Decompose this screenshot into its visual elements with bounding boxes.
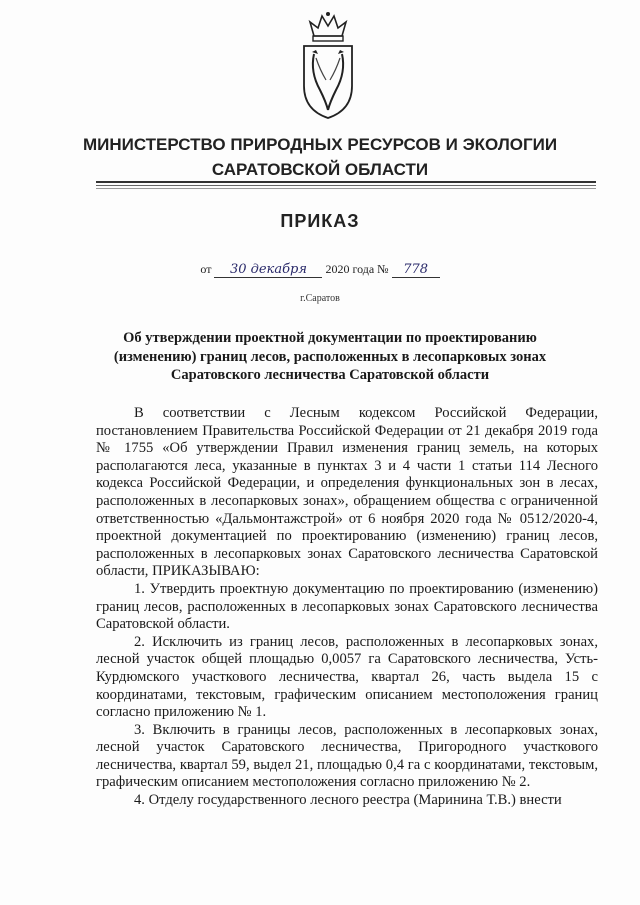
coat-of-arms-icon bbox=[296, 10, 360, 122]
subject-line-1: Об утверждении проектной документации по проектированию bbox=[123, 330, 537, 346]
preamble-paragraph: В соответствии с Лесным кодексом Российской Федерации, постановлением Правительства Российской Федерации от 21 декабря 2019 года № 1755 «Об утверждении Правил изменения границ земель, на которых располагаются леса, указанные в пунктах 3 и 4 части 1 статьи 114 Лесного кодекса Российской Федерации, и определения функциональных зон в лесах, расположенных в лесопарковых зонах», обращением общества с ограниченной ответственностью «Дальмонтажстрой» от 6 ноября 2020 года № 0512/2020-4, проектной документацией по проектированию (изменению) границ лесов, расположенных в лесопарковых зонах Саратовского лесничества Саратовской области, ПРИКАЗЫВАЮ: bbox=[96, 405, 598, 580]
ministry-line-1: МИНИСТЕРСТВО ПРИРОДНЫХ РЕСУРСОВ И ЭКОЛОГИИ bbox=[82, 135, 558, 154]
clause-4: 4. Отделу государственного лесного реестра (Маринина Т.В.) внести bbox=[134, 792, 562, 809]
date-prefix: от bbox=[200, 262, 212, 276]
clause-2: 2. Исключить из границ лесов, расположенных в лесопарковых зонах, лесной участок общей площадью 0,0057 га Саратовского лесничества, Усть-Курдюмского участкового лесничества, квартал 26, часть выдела 15 с координатами, текстовым, графическим описанием местоположения границ согласно приложению № 1. bbox=[96, 633, 598, 721]
header-divider bbox=[96, 188, 596, 189]
header-divider bbox=[96, 181, 596, 183]
clause-3: 3. Включить в границы лесов, расположенных в лесопарковых зонах, лесной участок Саратовского лесничества, Пригородного участкового лесничества, квартал 59, выдел 21, площадью 0,4 га с координатами, текстовым, графическим описанием местоположения согласно приложению № 2. bbox=[96, 721, 598, 791]
clause-1: 1. Утвердить проектную документацию по проектированию (изменению) границ лесов, расположенных в лесопарковых зонах Саратовского лесничества Саратовской области. bbox=[96, 580, 598, 633]
order-date-line bbox=[0, 262, 640, 278]
handwritten-date: 30 декабря bbox=[214, 262, 322, 278]
ministry-name bbox=[0, 132, 640, 182]
document-type: ПРИКАЗ bbox=[280, 211, 360, 231]
order-body bbox=[96, 405, 598, 810]
year-text: 2020 года № bbox=[325, 262, 389, 276]
header-divider bbox=[96, 185, 596, 186]
handwritten-number: 778 bbox=[392, 262, 440, 278]
order-subject bbox=[90, 329, 570, 385]
subject-line-3: Саратовского лесничества Саратовской области bbox=[170, 367, 490, 383]
subject-line-2: (изменению) границ лесов, расположенных в лесопарковых зонах bbox=[113, 348, 547, 365]
ministry-line-2: САРАТОВСКОЙ ОБЛАСТИ bbox=[211, 160, 429, 179]
city: г.Саратов bbox=[300, 293, 340, 304]
